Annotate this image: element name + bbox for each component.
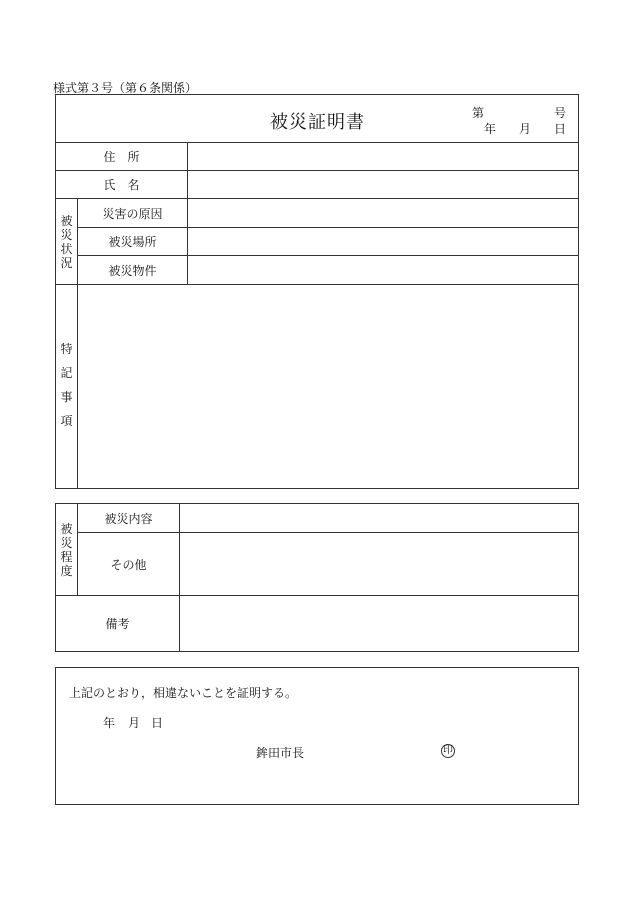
degree-group-label: 被 災 程 度 xyxy=(60,521,73,578)
issuer-name: 鉾田市長 xyxy=(256,746,305,760)
notes-field[interactable] xyxy=(78,285,578,488)
form-label: 様式第３号（第６条関係） xyxy=(53,81,198,95)
cert-day: 日 xyxy=(151,716,164,730)
number-go: 号 xyxy=(554,106,567,120)
place-field[interactable] xyxy=(188,228,578,255)
property-label: 被災物件 xyxy=(108,263,157,278)
situation-group-label: 被 災 状 況 xyxy=(60,213,73,270)
remarks-field[interactable] xyxy=(180,596,578,651)
other-label: その他 xyxy=(110,557,147,572)
place-label: 被災場所 xyxy=(108,235,157,249)
name-field[interactable] xyxy=(188,171,578,198)
number-dai: 第 xyxy=(472,106,485,120)
address-field[interactable] xyxy=(188,143,578,170)
date-day: 日 xyxy=(554,122,567,136)
document-title: 被災証明書 xyxy=(270,112,365,133)
name-label: 氏 名 xyxy=(103,178,140,192)
cert-year: 年 xyxy=(103,716,116,730)
cause-label: 災害の原因 xyxy=(102,206,163,221)
notes-group-label: 特 記 事 項 xyxy=(60,342,73,428)
date-year: 年 xyxy=(484,122,497,136)
certification-statement: 上記のとおり，相違ないことを証明する。 xyxy=(69,686,298,700)
content-label: 被災内容 xyxy=(104,511,153,526)
other-field[interactable] xyxy=(180,533,578,595)
cause-field[interactable] xyxy=(188,199,578,227)
property-field[interactable] xyxy=(188,256,578,284)
cert-month: 月 xyxy=(128,716,141,730)
date-month: 月 xyxy=(519,122,532,136)
seal-icon: 印 xyxy=(443,745,453,756)
content-field[interactable] xyxy=(180,504,578,532)
remarks-label: 備考 xyxy=(105,617,130,631)
address-label: 住 所 xyxy=(103,150,140,164)
